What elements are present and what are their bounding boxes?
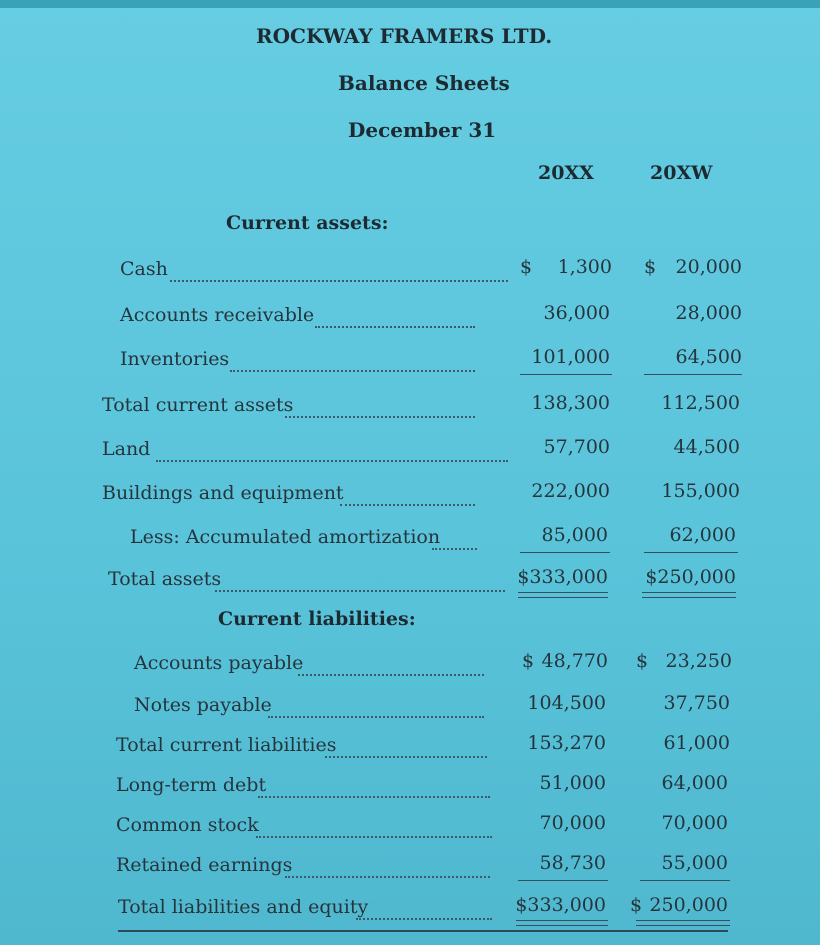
- value-accounts-receivable-20xw: 28,000: [675, 302, 742, 324]
- value-cash-20xx: 1,300: [557, 256, 612, 278]
- row-label-accounts-payable: Accounts payable: [134, 652, 304, 674]
- leader-dots: [315, 326, 475, 328]
- value-buildings-equipment-20xx: 222,000: [531, 480, 610, 502]
- section-current-assets: Current assets:: [226, 212, 389, 234]
- leader-dots: [285, 416, 475, 418]
- value-long-term-debt-20xx: 51,000: [539, 772, 606, 794]
- value-inventories-20xw: 64,500: [675, 346, 742, 368]
- leader-dots: [285, 876, 490, 878]
- top-edge-strip: [0, 0, 820, 8]
- value-accumulated-amortization-20xx: 85,000: [541, 524, 608, 546]
- currency-sign: $: [644, 256, 657, 278]
- value-total-assets-20xx: $333,000: [517, 566, 608, 588]
- value-total-current-assets-20xw: 112,500: [661, 392, 740, 414]
- row-label-land: Land: [102, 438, 151, 460]
- value-inventories-20xx: 101,000: [531, 346, 610, 368]
- value-land-20xx: 57,700: [543, 436, 610, 458]
- value-total-current-assets-20xx: 138,300: [531, 392, 610, 414]
- company-name: ROCKWAY FRAMERS LTD.: [256, 24, 553, 48]
- leader-dots: [356, 918, 492, 920]
- leader-dots: [170, 280, 508, 282]
- value-total-current-liabilities-20xw: 61,000: [663, 732, 730, 754]
- total-double-underline: [518, 592, 608, 598]
- value-accounts-payable-20xx: 48,770: [541, 650, 608, 672]
- value-land-20xw: 44,500: [673, 436, 740, 458]
- value-total-liabilities-equity-20xx: $333,000: [515, 894, 606, 916]
- row-label-buildings-equipment: Buildings and equipment: [102, 482, 344, 504]
- leader-dots: [215, 590, 505, 592]
- statement-title: Balance Sheets: [338, 71, 510, 95]
- value-buildings-equipment-20xw: 155,000: [661, 480, 740, 502]
- total-double-underline: [636, 920, 730, 926]
- value-cash-20xw: 20,000: [675, 256, 742, 278]
- leader-dots: [258, 796, 490, 798]
- row-label-inventories: Inventories: [120, 348, 230, 370]
- value-notes-payable-20xw: 37,750: [663, 692, 730, 714]
- value-retained-earnings-20xw: 55,000: [661, 852, 728, 874]
- column-header-20xx: 20XX: [538, 162, 594, 184]
- row-label-accounts-receivable: Accounts receivable: [120, 304, 315, 326]
- currency-sign: $: [520, 256, 533, 278]
- bottom-rule: [118, 930, 728, 932]
- leader-dots: [432, 548, 477, 550]
- row-label-total-current-liabilities: Total current liabilities: [116, 734, 337, 756]
- subtotal-underline: [644, 552, 738, 553]
- row-label-long-term-debt: Long-term debt: [116, 774, 267, 796]
- leader-dots: [325, 756, 487, 758]
- value-total-liabilities-equity-20xw: 250,000: [649, 894, 728, 916]
- row-label-notes-payable: Notes payable: [134, 694, 272, 716]
- row-label-accumulated-amortization: Less: Accumulated amortization: [130, 526, 441, 548]
- value-total-assets-20xw: $250,000: [645, 566, 736, 588]
- subtotal-underline: [640, 880, 730, 881]
- subtotal-underline: [644, 374, 742, 375]
- row-label-cash: Cash: [120, 258, 168, 280]
- subtotal-underline: [518, 880, 608, 881]
- leader-dots: [268, 716, 484, 718]
- value-accumulated-amortization-20xw: 62,000: [669, 524, 736, 546]
- total-double-underline: [516, 920, 608, 926]
- value-retained-earnings-20xx: 58,730: [539, 852, 606, 874]
- row-label-retained-earnings: Retained earnings: [116, 854, 293, 876]
- leader-dots: [156, 460, 508, 462]
- value-notes-payable-20xx: 104,500: [527, 692, 606, 714]
- leader-dots: [256, 836, 492, 838]
- column-header-20xw: 20XW: [650, 162, 713, 184]
- row-label-total-assets: Total assets: [108, 568, 222, 590]
- subtotal-underline: [520, 374, 612, 375]
- total-double-underline: [642, 592, 736, 598]
- value-accounts-payable-20xw: 23,250: [665, 650, 732, 672]
- value-accounts-receivable-20xx: 36,000: [543, 302, 610, 324]
- row-label-common-stock: Common stock: [116, 814, 259, 836]
- currency-sign: $: [630, 894, 643, 916]
- currency-sign: $: [636, 650, 649, 672]
- row-label-total-current-assets: Total current assets: [102, 394, 294, 416]
- subtotal-underline: [520, 552, 610, 553]
- value-common-stock-20xw: 70,000: [661, 812, 728, 834]
- value-common-stock-20xx: 70,000: [539, 812, 606, 834]
- leader-dots: [298, 674, 484, 676]
- value-long-term-debt-20xw: 64,000: [661, 772, 728, 794]
- value-total-current-liabilities-20xx: 153,270: [527, 732, 606, 754]
- section-current-liabilities: Current liabilities:: [218, 608, 416, 630]
- statement-date: December 31: [348, 118, 497, 142]
- row-label-total-liabilities-equity: Total liabilities and equity: [118, 896, 369, 918]
- leader-dots: [340, 504, 475, 506]
- leader-dots: [230, 370, 475, 372]
- currency-sign: $: [522, 650, 535, 672]
